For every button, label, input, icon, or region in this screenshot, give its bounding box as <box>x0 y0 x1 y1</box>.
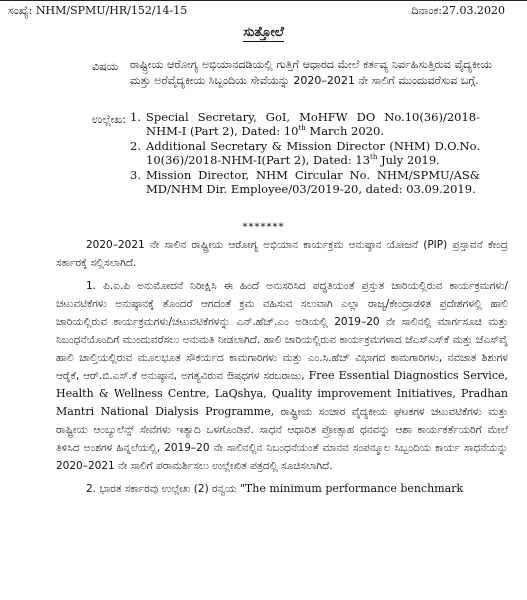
references-list <box>130 110 480 197</box>
reference-text: Mission Director, NHM Circular No. NHM/SPMU/AS& MD/NHM Dir. Employee/03/2019-20, dated: 03.09.2019. <box>146 168 480 196</box>
reference-item <box>130 139 480 167</box>
reference-number: 2. <box>130 139 141 153</box>
reference-number: 3. <box>130 168 141 182</box>
subject-label: ವಿಷಯ <box>92 60 119 73</box>
top-border <box>0 0 527 1</box>
paragraph-1: 1. ಪಿ.ಐ.ಪಿ ಅನುಮೋದನೆ ನಿರೀಕ್ಷಿಸಿ ಈ ಹಿಂದೆ ಅನುಸರಿಸಿದ ಪದ್ಧತಿಯಂತೆ ಪ್ರಸ್ತುತ ಜಾರಿಯಲ್ಲಿರುವ ಕಾರ್ಯಕ್ರಮಗಳು/ಚಟುವಟಿಕೆಗಳು ಅನುಷ್ಠಾನಕ್ಕೆ ತೊಂದರೆ ಆಗದಂತೆ ಕ್ರಮ ವಹಿಸುವ ಸಲುವಾಗಿ ಎಲ್ಲಾ ರಾಜ್ಯ/ಕೇಂದ್ರಾಡಳಿತ ಪ್ರದೇಶಗಳಲ್ಲಿ ಹಾಲಿ ಜಾರಿಯಲ್ಲಿರುವ ಕಾರ್ಯಕ್ರಮಗಳು/ಚಟುವಟಿಕೆಗಳನ್ನು ಎನ್.ಹೆಚ್.ಎಂ ಅಡಿಯಲ್ಲಿ 2019–20 ನೇ ಸಾಲಿನಲ್ಲಿ ಮಾರ್ಗಸೂಚಿ ಮತ್ತು ನಿಬಂಧನೆಯೊಂದಿಗೆ ಮುಂದುವರೆಸಲು ಅನುಮತಿ ನೀಡಲಾಗಿದೆ. ಹಾಲಿ ಜಾರಿಯಲ್ಲಿರುವ ಕಾರ್ಯಕ್ರಮಗಳಾದ ಜೆಎಸ್‌ಎಸ್‌ಕೆ ಮತ್ತು ಜೆಎಸ್‌ವೈ ಹಾಲಿ ಚಾಲ್ತಿಯಲ್ಲಿರುವ ಮೂಲಭೂತ ಸೌಕರ್ಯದ ಕಾಮಗಾರಿಗಳು ಮತ್ತು ಎಂ.ಸಿ.ಹೆಚ್ ವಿಭಾಗದ ಕಾಮಗಾರಿಗಳು, ನವಜಾತ ಶಿಶುಗಳ ಆರೈಕೆ, ಆರ್.ಬಿ.ಎಸ್.ಕೆ ಅನುಷ್ಠಾನ, ಅಗತ್ಯವಿರುವ ಔಷಧಗಳ ಸರಬರಾಜು, Free Essential Diagnostics Service, Health & Wellness Centre, LaQshya, Quality improvement Initiatives, Pradhan Mantri National Dialysis Programme, ರಾಷ್ಟ್ರೀಯ ಸಂಚಾರ ವೈದ್ಯಕೀಯ ಘಟಕಗಳ ಚಟುವಟಿಕೆಗಳು ಮತ್ತು ರಾಷ್ಟ್ರೀಯ ಆಂಬ್ಯುಲೆನ್ಸ್ ಸೇವೆಗಳು ಇತ್ಯಾದಿ ಒಳಗೊಂಡಿವೆ. ಸಾಧನೆ ಆಧಾರಿತ ಪ್ರೋತ್ಸಾಹ ಧನವನ್ನು ಆಶಾ ಕಾರ್ಯಕರ್ತೆಯರಿಗೆ ಮೇಲೆ ತಿಳಿಸಿದ ಅಂಶಗಳ ಹಿನ್ನಲೆಯಲ್ಲಿ, 2019–20 ನೇ ಸಾಲಿನಲ್ಲಿನ ನಿಬಂಧನೆಯಂತೆ ಮಾನವ ಸಂಪನ್ಮೂಲ ಸಿಬ್ಬಂದಿಯ ಕಾರ್ಯ ಸಾಧನೆಯನ್ನು 2020–2021 ನೇ ಸಾಲಿಗೆ ಪರಾಮರ್ಶಿಸಲು ಉಲ್ಲೇಖಿತ ಪತ್ರದಲ್ಲಿ ಸೂಚಿಸಲಾಗಿದೆ. <box>56 280 508 472</box>
reference-text: Additional Secretary & Mission Director (NHM) D.O.No. 10(36)/2018-NHM-I(Part 2), Dated: 13th July 2019. <box>146 139 480 167</box>
subject-text: ರಾಷ್ಟ್ರೀಯ ಆರೋಗ್ಯ ಅಭಿಯಾನದಡಿಯಲ್ಲಿ ಗುತ್ತಿಗೆ ಆಧಾರದ ಮೇಲೆ ಕರ್ತವ್ಯ ನಿರ್ವಹಿಸುತ್ತಿರುವ ವೈದ್ಯಕೀಯ ಮತ್ತು ಅರೆವೈದ್ಯಕೀಯ ಸಿಬ್ಬಂದಿಯ ಸೇವೆಯನ್ನು 2020–2021 ನೇ ಸಾಲಿಗೆ ಮುಂದುವರೆಸುವ ಬಗ್ಗೆ. <box>130 58 492 87</box>
reference-number: 1. <box>130 110 141 124</box>
reference-item <box>130 110 480 138</box>
circular-body <box>56 236 508 503</box>
reference-item <box>130 168 480 196</box>
separator: ******* <box>242 222 285 233</box>
document-title <box>0 25 527 40</box>
references-label: ಉಲ್ಲೇಖ: <box>92 113 126 126</box>
date-value: 27.03.2020 <box>442 4 505 17</box>
ref-value: NHM/SPMU/HR/152/14-15 <box>35 4 188 17</box>
title-text: ಸುತ್ತೋಲೆ <box>243 25 284 40</box>
paragraph-intro: 2020–2021 ನೇ ಸಾಲಿನ ರಾಷ್ಟ್ರೀಯ ಆರೋಗ್ಯ ಅಭಿಯಾನ ಕಾರ್ಯಕ್ರಮ ಅನುಷ್ಠಾನ ಯೋಜನೆ (PIP) ಪ್ರಸ್ತಾವನೆ ಕೇಂದ್ರ ಸರ್ಕಾರಕ್ಕೆ ಸಲ್ಲಿಸಲಾಗಿದೆ. <box>56 239 508 269</box>
reference-number <box>8 4 187 18</box>
paragraph-2: 2. ಭಾರತ ಸರ್ಕಾರವು ಉಲ್ಲೇಖ (2) ರನ್ವಯ "The minimum performance benchmark <box>86 482 464 495</box>
circular-date <box>411 4 505 18</box>
date-label: ದಿನಾಂಕ: <box>411 4 443 17</box>
reference-text: Special Secretary, GoI, MoHFW DO No.10(36)/2018-NHM-I (Part 2), Dated: 10th March 2020. <box>146 110 480 138</box>
ref-label: ಸಂಖ್ಯೆ: <box>8 4 33 17</box>
